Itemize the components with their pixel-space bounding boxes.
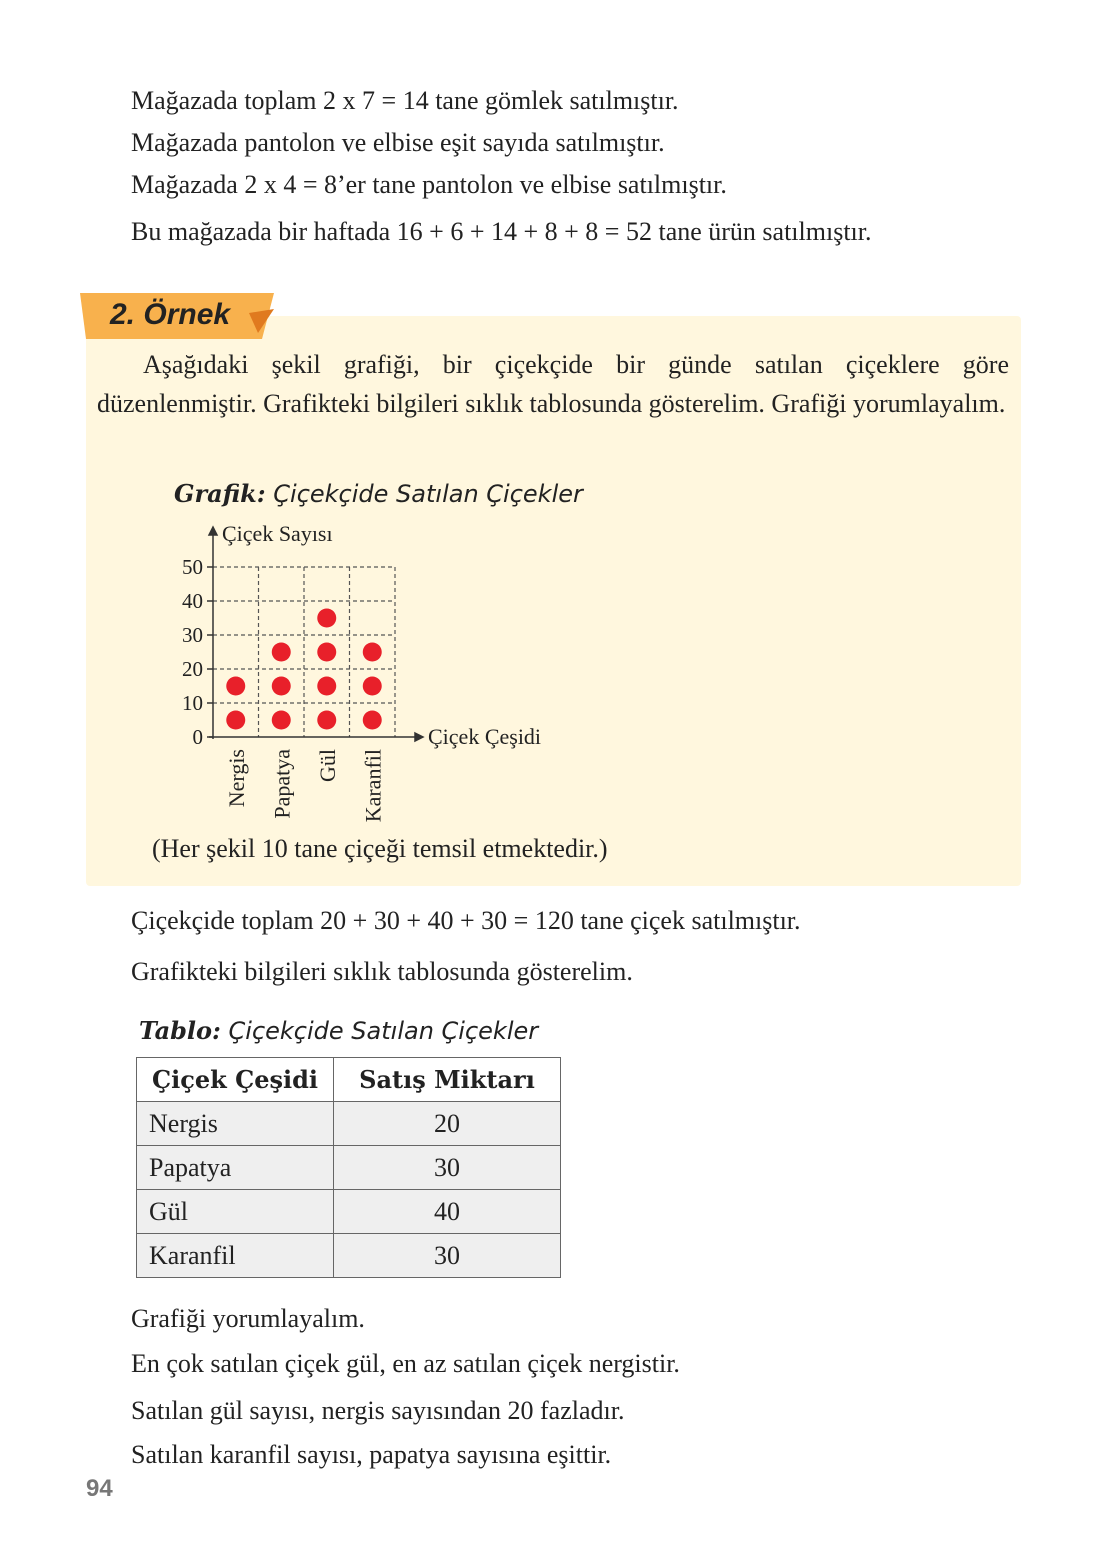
category-label: Karanfil — [360, 749, 386, 823]
text-line: Çiçekçide toplam 20 + 30 + 40 + 30 = 120 tane çiçek satılmıştır. — [131, 906, 801, 935]
table-row: Gül 40 — [137, 1190, 561, 1234]
table-header: Çiçek Çeşidi — [137, 1058, 334, 1102]
page-number: 94 — [86, 1475, 113, 1502]
text-line: Grafikteki bilgileri sıklık tablosunda gösterelim. — [131, 957, 633, 986]
y-axis-label: Çiçek Sayısı — [222, 521, 333, 546]
data-point — [363, 677, 382, 696]
data-point — [317, 677, 336, 696]
text-line: Satılan karanfil sayısı, papatya sayısına eşittir. — [131, 1440, 612, 1469]
data-point — [272, 711, 291, 730]
table-header: Satış Miktarı — [334, 1058, 561, 1102]
category-label: Papatya — [269, 749, 295, 819]
y-tick-label: 10 — [182, 691, 203, 715]
text-line: Mağazada pantolon ve elbise eşit sayıda satılmıştır. — [131, 128, 665, 157]
data-point — [317, 609, 336, 628]
data-point — [226, 677, 245, 696]
text-line: Mağazada 2 x 4 = 8’er tane pantolon ve elbise satılmıştır. — [131, 170, 727, 199]
table-caption: Tablo: Çiçekçide Satılan Çiçekler — [139, 1016, 539, 1045]
frequency-table — [136, 1057, 561, 1278]
data-point — [363, 643, 382, 662]
data-point — [272, 643, 291, 662]
table-row: Papatya 30 — [137, 1146, 561, 1190]
x-axis-label: Çiçek Çeşidi — [428, 724, 542, 749]
data-point — [272, 677, 291, 696]
example-paragraph: Aşağıdaki şekil grafiği, bir çiçekçide bir günde satılan çiçeklere göre düzenlenmiştir. Grafikteki bilgileri sıklık tablosunda gösterelim. Grafiği yorumlayalım. — [97, 350, 1009, 418]
data-point — [317, 711, 336, 730]
data-point — [363, 711, 382, 730]
y-axis-arrow — [209, 527, 217, 535]
text-line: En çok satılan çiçek gül, en az satılan çiçek nergistir. — [131, 1349, 680, 1378]
text-line: Satılan gül sayısı, nergis sayısından 20 fazladır. — [131, 1396, 625, 1425]
y-tick-label: 20 — [182, 657, 203, 681]
graph-caption: Grafik: Çiçekçide Satılan Çiçekler — [174, 479, 583, 508]
example-title: 2. Örnek — [110, 298, 231, 331]
chart-note: (Her şekil 10 tane çiçeği temsil etmektedir.) — [152, 834, 608, 863]
y-tick-label: 0 — [192, 725, 203, 749]
text-line: Grafiği yorumlayalım. — [131, 1304, 365, 1333]
x-axis-arrow — [415, 733, 423, 741]
text-line: Bu mağazada bir haftada 16 + 6 + 14 + 8 + 8 = 52 tane ürün satılmıştır. — [131, 217, 872, 246]
text-line: Mağazada toplam 2 x 7 = 14 tane gömlek satılmıştır. — [131, 86, 679, 115]
data-point — [317, 643, 336, 662]
table-row: Nergis 20 — [137, 1102, 561, 1146]
category-label: Gül — [314, 749, 340, 782]
y-tick-label: 50 — [182, 555, 203, 579]
category-label: Nergis — [223, 749, 249, 808]
data-point — [226, 711, 245, 730]
table-row: Karanfil 30 — [137, 1234, 561, 1278]
y-tick-label: 30 — [182, 623, 203, 647]
y-tick-label: 40 — [182, 589, 203, 613]
